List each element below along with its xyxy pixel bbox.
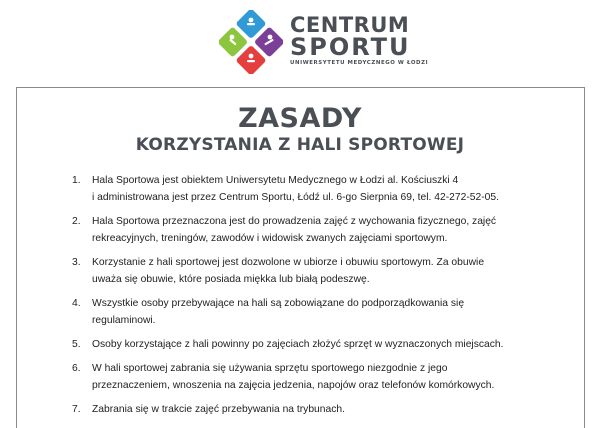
rule-text-line: Wszystkie osoby przebywające na hali są zobowiązane do podporządkowania się bbox=[92, 298, 465, 309]
rule-text-line: W hali sportowej zabrania się używania sprzętu sportowego niezgodnie z jego bbox=[92, 363, 448, 374]
rule-text-line: Korzystanie z hali sportowej jest dozwolone w ubiorze i obuwiu sportowym. Za obuwie bbox=[92, 257, 485, 268]
rule-text-line: i administrowana jest przez Centrum Sportu, Łódź ul. 6-go Sierpnia 69, tel. 42-272-52-05. bbox=[92, 192, 499, 203]
rule-number: 6. bbox=[72, 363, 81, 374]
logo-line-sportu: SPORTU bbox=[290, 33, 411, 61]
rule-text-line: regulaminowi. bbox=[92, 315, 156, 326]
rule-item bbox=[70, 360, 570, 394]
rule-number: 4. bbox=[72, 298, 81, 309]
rule-number: 7. bbox=[72, 404, 81, 415]
logo-subtitle: UNIWERSYTETU MEDYCZNEGO W ŁODZI bbox=[290, 60, 429, 66]
rule-text-line: Osoby korzystające z hali powinny po zajęciach złożyć sprzęt w wyznaczonych miejscach. bbox=[92, 339, 504, 350]
rule-text-line: rekreacyjnych, treningów, zawodów i widowisk zwanych zajęciami sportowym. bbox=[92, 233, 448, 244]
rule-item bbox=[70, 213, 570, 247]
rule-number: 1. bbox=[72, 175, 81, 186]
logo-line-centrum: CENTRUM bbox=[290, 13, 410, 37]
document-title: ZASADY bbox=[238, 103, 362, 134]
rule-text-line: przeznaczeniem, wnoszenia na zajęcia jedzenia, napojów oraz telefonów komórkowych. bbox=[92, 380, 495, 391]
rules-list bbox=[70, 172, 570, 425]
rule-item bbox=[70, 172, 570, 206]
rule-item bbox=[70, 401, 570, 418]
rule-text-line: Hala Sportowa przeznaczona jest do prowadzenia zajęć z wychowania fizycznego, zajęć bbox=[92, 216, 497, 227]
rule-item bbox=[70, 336, 570, 353]
rule-text-line: uważa się obuwie, które posiada miękka lub białą podeszwę. bbox=[92, 274, 370, 285]
centrum-sportu-logo-icon bbox=[219, 10, 283, 74]
rule-item bbox=[70, 254, 570, 288]
logo-wordmark bbox=[290, 14, 428, 66]
rule-number: 5. bbox=[72, 339, 81, 350]
rule-number: 3. bbox=[72, 257, 81, 268]
document-subtitle: KORZYSTANIA Z HALI SPORTOWEJ bbox=[135, 135, 465, 155]
rule-number: 2. bbox=[72, 216, 81, 227]
frame-top-border bbox=[16, 87, 584, 88]
header bbox=[0, 0, 600, 86]
rule-text-line: Zabrania się w trakcie zajęć przebywania na trybunach. bbox=[92, 404, 345, 415]
rule-text-line: Hala Sportowa jest obiektem Uniwersytetu Medycznego w Łodzi al. Kościuszki 4 bbox=[92, 175, 459, 186]
rule-item bbox=[70, 295, 570, 329]
